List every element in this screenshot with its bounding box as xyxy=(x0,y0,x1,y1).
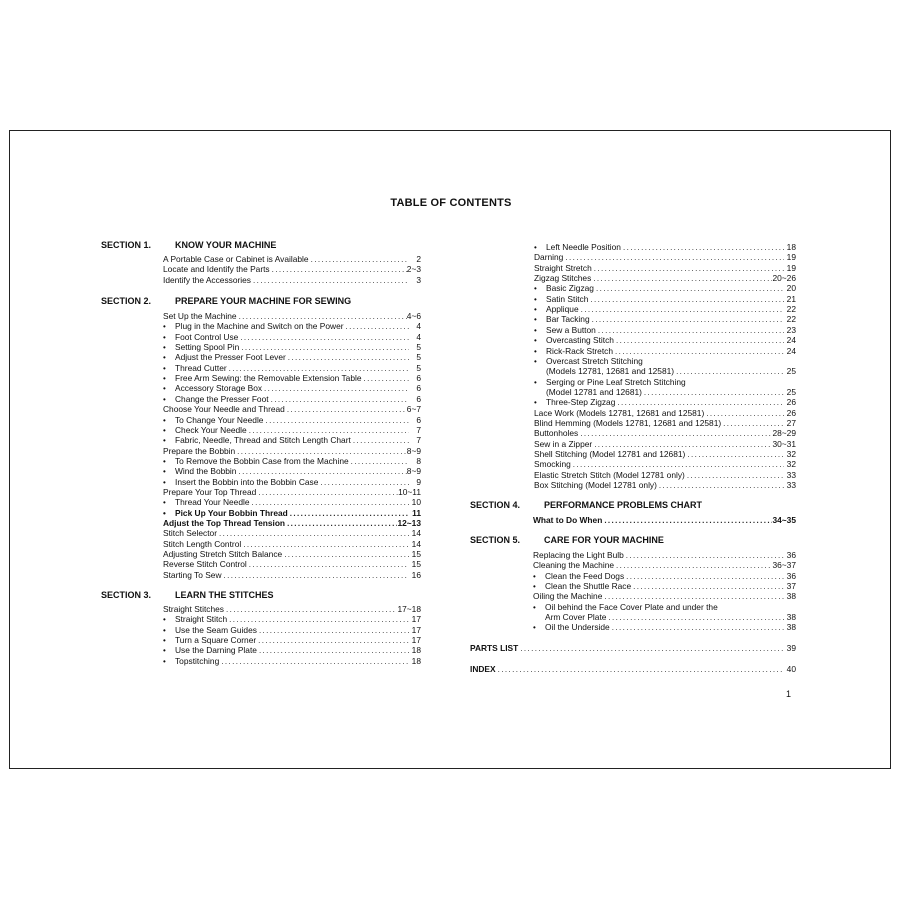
toc-entry[interactable] xyxy=(534,242,796,252)
toc-entry-title: Box Stitching (Model 12781 only) xyxy=(534,480,657,491)
toc-entry-title: Shell Stitching (Model 12781 and 12681) xyxy=(534,449,686,459)
toc-entry[interactable] xyxy=(163,275,421,285)
toc-entry-title: Satin Stitch xyxy=(546,293,589,304)
toc-entry[interactable] xyxy=(163,635,421,645)
toc-entry[interactable] xyxy=(163,518,421,528)
bullet-icon: • xyxy=(534,356,537,366)
toc-entry-title: Use the Seam Guides xyxy=(175,624,257,635)
toc-entry[interactable] xyxy=(534,325,796,335)
toc-entry[interactable] xyxy=(533,602,796,612)
toc-entry-page: 3 xyxy=(416,274,421,285)
toc-entry[interactable] xyxy=(533,591,796,601)
toc-entry-page: 5 xyxy=(416,362,421,373)
toc-entry-page: 18 xyxy=(411,655,421,666)
toc-entry-page: 33 xyxy=(786,480,796,491)
bullet-icon: • xyxy=(163,646,166,656)
toc-entry[interactable] xyxy=(534,470,796,480)
toc-entry[interactable] xyxy=(163,383,421,393)
toc-entry-title: Lace Work (Models 12781, 12681 and 12581) xyxy=(534,407,705,418)
toc-entry[interactable] xyxy=(163,614,421,624)
toc-entry-page: 33 xyxy=(786,469,796,480)
section-title: CARE FOR YOUR MACHINE xyxy=(544,535,664,545)
bullet-icon: • xyxy=(163,332,166,342)
toc-entry-title: Basic Zigzag xyxy=(546,283,594,294)
toc-entry-title: Foot Control Use xyxy=(175,331,239,342)
toc-entry-page: 17 xyxy=(411,614,421,625)
toc-entry-page: 36 xyxy=(786,550,796,560)
bullet-icon: • xyxy=(533,623,536,633)
toc-entry-title: To Change Your Needle xyxy=(175,414,264,425)
toc-entry-page: 17 xyxy=(411,635,421,646)
toc-entry-page: 18 xyxy=(411,645,421,656)
toc-entry-title: Topstitching xyxy=(175,655,220,666)
toc-entry-title: Straight Stretch xyxy=(534,262,592,273)
toc-entry[interactable] xyxy=(534,377,796,387)
bullet-icon: • xyxy=(534,398,537,408)
toc-entry-page: 24 xyxy=(786,335,796,346)
section-number: SECTION 1. xyxy=(101,240,152,250)
toc-entry-page: 30~31 xyxy=(772,438,796,449)
toc-entry-page: 38 xyxy=(786,612,796,623)
dot-leader xyxy=(610,623,784,633)
toc-entry[interactable] xyxy=(533,571,796,581)
toc-entry-page: 7 xyxy=(416,435,421,446)
toc-entry-title: Starting To Sew xyxy=(163,569,222,580)
bullet-icon: • xyxy=(534,325,537,335)
toc-entry[interactable] xyxy=(534,428,796,438)
toc-entry-page: 6 xyxy=(416,393,421,404)
toc-entry-title: Stitch Selector xyxy=(163,528,217,539)
toc-entry-title: Oiling the Machine xyxy=(533,591,603,602)
toc-entry[interactable] xyxy=(534,439,796,449)
toc-entry[interactable] xyxy=(534,335,796,345)
toc-entry-page: 20~26 xyxy=(772,273,796,284)
toc-entry[interactable] xyxy=(163,415,421,425)
toc-entry-page: 26 xyxy=(786,407,796,418)
toc-entry[interactable] xyxy=(163,425,421,435)
toc-entry-title: What to Do When xyxy=(533,515,603,525)
bullet-icon: • xyxy=(163,456,166,466)
bullet-icon: • xyxy=(163,425,166,435)
toc-entry-title: Straight Stitches xyxy=(163,604,224,614)
toc-entry[interactable] xyxy=(534,449,796,459)
section-title: PERFORMANCE PROBLEMS CHART xyxy=(544,500,703,510)
toc-entry-page: 22 xyxy=(786,314,796,325)
bullet-icon: • xyxy=(534,305,537,315)
toc-entry[interactable] xyxy=(533,612,796,622)
toc-entry-page: 32 xyxy=(786,449,796,459)
section-number: SECTION 5. xyxy=(470,535,521,545)
toc-entry-page: 22 xyxy=(786,304,796,315)
bullet-icon: • xyxy=(163,477,166,487)
toc-entry[interactable] xyxy=(534,252,796,262)
toc-entry[interactable] xyxy=(163,497,421,507)
toc-entry-page: 18 xyxy=(786,242,796,252)
toc-entry-title: Overcasting Stitch xyxy=(546,335,614,346)
toc-entry-page: 10 xyxy=(411,497,421,508)
toc-entry[interactable] xyxy=(534,314,796,324)
toc-entry-page: 25 xyxy=(786,366,796,377)
left-section-heading xyxy=(101,590,274,600)
toc-entry-page: 17~18 xyxy=(397,604,421,614)
toc-entry[interactable] xyxy=(163,604,421,614)
toc-entry[interactable] xyxy=(534,408,796,418)
toc-entry-title: PARTS LIST xyxy=(470,643,519,653)
toc-entry[interactable] xyxy=(163,394,421,404)
toc-entry-page: 6 xyxy=(416,373,421,384)
toc-entry-title: Straight Stitch xyxy=(175,614,228,625)
toc-entry[interactable] xyxy=(534,387,796,397)
bullet-icon: • xyxy=(534,315,537,325)
toc-entry-page: 14 xyxy=(411,538,421,549)
toc-entry-title: Blind Hemming (Models 12781, 12681 and 12581) xyxy=(534,417,722,428)
bullet-icon: • xyxy=(163,343,166,353)
toc-entry-title: Insert the Bobbin into the Bobbin Case xyxy=(175,476,319,487)
toc-entry-title: Overcast Stretch Stitching xyxy=(546,355,643,366)
bullet-icon: • xyxy=(533,582,536,592)
toc-entry[interactable] xyxy=(163,373,421,383)
toc-entry-title: Zigzag Stitches xyxy=(534,273,592,284)
bullet-icon: • xyxy=(163,353,166,363)
bullet-icon: • xyxy=(163,656,166,666)
toc-entry-page: 21 xyxy=(786,293,796,304)
toc-entry-title: Wind the Bobbin xyxy=(175,466,237,477)
bullet-icon: • xyxy=(163,436,166,446)
bullet-icon: • xyxy=(163,636,166,646)
toc-entry[interactable] xyxy=(534,263,796,273)
toc-entry-page: 9 xyxy=(416,476,421,487)
toc-entry[interactable] xyxy=(163,528,421,538)
toc-entry[interactable] xyxy=(534,273,796,283)
toc-entry-title: Adjust the Top Thread Tension xyxy=(163,518,286,528)
toc-entry-title: Elastic Stretch Stitch (Model 12781 only) xyxy=(534,469,685,480)
toc-entry-title: Adjusting Stretch Stitch Balance xyxy=(163,549,283,560)
toc-entry[interactable] xyxy=(163,466,421,476)
toc-entry[interactable] xyxy=(533,581,796,591)
bullet-icon: • xyxy=(163,615,166,625)
toc-entry-title: Sew a Button xyxy=(546,324,596,335)
dot-leader xyxy=(251,276,409,286)
toc-entry[interactable] xyxy=(163,264,421,274)
toc-entry-page: 5 xyxy=(416,342,421,353)
toc-entry-page: 4 xyxy=(416,321,421,332)
toc-entry-page: 8 xyxy=(416,455,421,466)
toc-entry-page: 19 xyxy=(786,262,796,273)
toc-entry-page: 38 xyxy=(786,591,796,602)
toc-entry[interactable] xyxy=(163,508,421,518)
toc-entry[interactable] xyxy=(163,311,421,321)
section-title: PREPARE YOUR MACHINE FOR SEWING xyxy=(175,296,352,306)
toc-entry-page: 36~37 xyxy=(772,560,796,571)
toc-entry-page: 15 xyxy=(411,549,421,560)
dot-leader xyxy=(518,644,784,654)
toc-entry-title: Cleaning the Machine xyxy=(533,560,615,571)
toc-entry-title: Rick-Rack Stretch xyxy=(546,345,614,356)
dot-leader xyxy=(496,665,784,675)
toc-entry[interactable] xyxy=(163,435,421,445)
toc-entry-page: 14 xyxy=(411,528,421,539)
bullet-icon: • xyxy=(163,363,166,373)
bullet-icon: • xyxy=(163,508,166,518)
toc-entry-page: 4~6 xyxy=(406,311,421,321)
toc-entry-title: Serging or Pine Leaf Stretch Stitching xyxy=(546,376,686,387)
toc-entry[interactable] xyxy=(534,366,796,376)
toc-entry-title: (Model 12781 and 12681) xyxy=(546,386,642,397)
dot-leader xyxy=(602,516,772,526)
toc-entry-page: 6 xyxy=(416,383,421,394)
toc-entry-page: 26 xyxy=(786,397,796,408)
bullet-icon: • xyxy=(534,336,537,346)
toc-entry-title: Plug in the Machine and Switch on the Power xyxy=(175,321,344,332)
toc-entry[interactable] xyxy=(163,549,421,559)
toc-entry[interactable] xyxy=(534,480,796,490)
toc-entry-page: 20 xyxy=(786,283,796,294)
toc-entry-page: 12~13 xyxy=(397,518,421,528)
section-title: LEARN THE STITCHES xyxy=(175,590,274,600)
toc-entry-title: Free Arm Sewing: the Removable Extension Table xyxy=(175,373,362,384)
toc-entry-title: INDEX xyxy=(470,664,496,674)
toc-entry-title: Fabric, Needle, Thread and Stitch Length Chart xyxy=(175,435,351,446)
toc-entry[interactable] xyxy=(534,397,796,407)
toc-entry[interactable] xyxy=(163,539,421,549)
toc-entry[interactable] xyxy=(534,304,796,314)
toc-entry[interactable] xyxy=(533,560,796,570)
toc-entry-title: Identify the Accessories xyxy=(163,274,251,285)
bullet-icon: • xyxy=(163,384,166,394)
right-section-heading xyxy=(470,500,703,510)
toc-entry-page: 10~11 xyxy=(398,486,421,497)
toc-entry[interactable] xyxy=(163,342,421,352)
toc-entry-title: Choose Your Needle and Thread xyxy=(163,404,285,415)
toc-entry-title: Prepare the Bobbin xyxy=(163,445,236,456)
toc-entry-page: 36 xyxy=(786,570,796,581)
toc-entry-title: Prepare Your Top Thread xyxy=(163,486,257,497)
toc-entry[interactable] xyxy=(163,645,421,655)
toc-entry-title: Check Your Needle xyxy=(175,424,247,435)
bullet-icon: • xyxy=(533,571,536,581)
toc-entry-page: 28~29 xyxy=(772,428,796,439)
toc-entry-page: 8~9 xyxy=(406,466,421,477)
toc-entry-title: Thread Cutter xyxy=(175,362,227,373)
toc-entry-title: Oil behind the Face Cover Plate and under the xyxy=(545,601,718,612)
dot-leader xyxy=(222,571,409,581)
toc-entry[interactable] xyxy=(533,622,796,632)
toc-entry[interactable] xyxy=(533,515,796,525)
toc-entry[interactable] xyxy=(163,446,421,456)
toc-entry-title: Smocking xyxy=(534,459,571,470)
toc-entry-page: 24 xyxy=(786,345,796,356)
bullet-icon: • xyxy=(163,415,166,425)
toc-end-entry[interactable] xyxy=(470,643,796,653)
toc-entry-title: Turn a Square Corner xyxy=(175,635,257,646)
toc-entry[interactable] xyxy=(534,459,796,469)
toc-entry-page: 38 xyxy=(786,622,796,633)
toc-entry-page: 6 xyxy=(416,414,421,425)
toc-entry-title: Left Needle Position xyxy=(546,242,621,252)
toc-entry[interactable] xyxy=(163,570,421,580)
bullet-icon: • xyxy=(163,394,166,404)
bullet-icon: • xyxy=(163,322,166,332)
toc-entry[interactable] xyxy=(163,363,421,373)
toc-entry[interactable] xyxy=(534,283,796,293)
bullet-icon: • xyxy=(163,625,166,635)
toc-entry[interactable] xyxy=(533,550,796,560)
toc-entry-title: Oil the Underside xyxy=(545,622,610,633)
bullet-icon: • xyxy=(533,602,536,612)
toc-entry[interactable] xyxy=(163,332,421,342)
page-title: TABLE OF CONTENTS xyxy=(390,197,512,209)
toc-entry-title: Set Up the Machine xyxy=(163,311,237,321)
toc-entry-page: 2~3 xyxy=(406,264,421,275)
section-number: SECTION 3. xyxy=(101,590,152,600)
toc-entry[interactable] xyxy=(163,254,421,264)
toc-entry-page: 39 xyxy=(786,643,796,653)
toc-entry-page: 19 xyxy=(786,252,796,263)
toc-entry-page: 16 xyxy=(411,569,421,580)
toc-entry-page: 37 xyxy=(786,581,796,592)
toc-entry[interactable] xyxy=(163,487,421,497)
toc-entry[interactable] xyxy=(534,418,796,428)
toc-entry-page: 17 xyxy=(411,624,421,635)
toc-entry[interactable] xyxy=(534,346,796,356)
toc-entry-title: Change the Presser Foot xyxy=(175,393,269,404)
toc-entry[interactable] xyxy=(163,456,421,466)
toc-entry-title: Thread Your Needle xyxy=(175,497,250,508)
bullet-icon: • xyxy=(163,374,166,384)
toc-entry-title: Pick Up Your Bobbin Thread xyxy=(175,507,288,518)
toc-entry-title: (Models 12781, 12681 and 12581) xyxy=(546,366,675,377)
section-title: KNOW YOUR MACHINE xyxy=(175,240,277,250)
toc-entry-page: 34~35 xyxy=(772,515,796,525)
toc-entry[interactable] xyxy=(163,352,421,362)
bullet-icon: • xyxy=(534,346,537,356)
bullet-icon: • xyxy=(534,284,537,294)
toc-entry-page: 23 xyxy=(786,324,796,335)
toc-entry-title: Adjust the Presser Foot Lever xyxy=(175,352,286,363)
toc-entry[interactable] xyxy=(534,356,796,366)
toc-entry[interactable] xyxy=(163,404,421,414)
toc-entry-title: Three-Step Zigzag xyxy=(546,397,616,408)
left-section-heading xyxy=(101,240,277,250)
bullet-icon: • xyxy=(163,498,166,508)
toc-entry[interactable] xyxy=(163,559,421,569)
toc-entry-title: Arm Cover Plate xyxy=(545,612,607,623)
bullet-icon: • xyxy=(534,377,537,387)
toc-entry-page: 2 xyxy=(416,254,421,264)
section-number: SECTION 4. xyxy=(470,500,521,510)
toc-entry-page: 25 xyxy=(786,386,796,397)
toc-entry-title: Locate and Identify the Parts xyxy=(163,264,270,275)
toc-entry-page: 32 xyxy=(786,459,796,470)
page-number: 1 xyxy=(786,689,792,699)
right-section-heading xyxy=(470,535,664,545)
toc-entry-title: Use the Darning Plate xyxy=(175,645,257,656)
toc-entry-page: 4 xyxy=(416,331,421,342)
bullet-icon: • xyxy=(534,294,537,304)
dot-leader xyxy=(219,657,409,667)
toc-entry-title: Stitch Length Control xyxy=(163,538,242,549)
toc-entry-title: Buttonholes xyxy=(534,428,579,439)
toc-entry-title: Darning xyxy=(534,252,564,263)
section-number: SECTION 2. xyxy=(101,296,152,306)
toc-entry-page: 6~7 xyxy=(406,404,421,415)
toc-entry[interactable] xyxy=(163,321,421,331)
dot-leader xyxy=(657,481,784,491)
toc-entry-title: Applique xyxy=(546,304,579,315)
bullet-icon: • xyxy=(534,243,537,252)
toc-entry-page: 7 xyxy=(416,424,421,435)
toc-end-entry[interactable] xyxy=(470,664,796,674)
toc-entry-page: 5 xyxy=(416,352,421,363)
toc-entry-page: 27 xyxy=(786,417,796,428)
toc-entry[interactable] xyxy=(163,656,421,666)
toc-entry-title: A Portable Case or Cabinet is Available xyxy=(163,254,309,264)
toc-entry[interactable] xyxy=(534,294,796,304)
toc-entry-title: Sew in a Zipper xyxy=(534,438,593,449)
toc-entry-page: 11 xyxy=(412,507,421,518)
toc-entry-title: To Remove the Bobbin Case from the Machine xyxy=(175,455,349,466)
toc-entry[interactable] xyxy=(163,477,421,487)
toc-entry-title: Reverse Stitch Control xyxy=(163,559,247,570)
toc-entry-title: Clean the Shuttle Race xyxy=(545,581,632,592)
toc-entry-page: 15 xyxy=(411,559,421,570)
toc-entry-title: Setting Spool Pin xyxy=(175,342,240,353)
toc-entry-title: Bar Tacking xyxy=(546,314,590,325)
bullet-icon: • xyxy=(163,467,166,477)
toc-entry-title: Replacing the Light Bulb xyxy=(533,550,624,560)
toc-entry[interactable] xyxy=(163,625,421,635)
toc-entry-title: Clean the Feed Dogs xyxy=(545,570,625,581)
toc-entry-page: 40 xyxy=(786,664,796,674)
left-section-heading xyxy=(101,296,352,306)
toc-entry-title: Accessory Storage Box xyxy=(175,383,263,394)
toc-entry-page: 8~9 xyxy=(406,445,421,456)
